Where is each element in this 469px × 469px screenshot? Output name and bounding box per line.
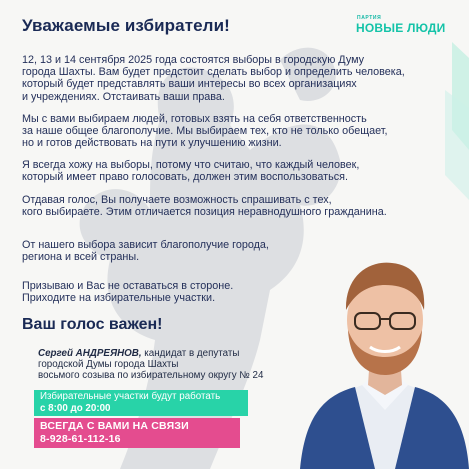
polling-hours-banner	[34, 390, 248, 416]
slogan-heading: Ваш голос важен!	[22, 316, 163, 333]
candidate-info	[38, 348, 308, 381]
paragraph-always-vote: Я всегда хожу на выборы, потому что считаю, что каждый человек, который имеет право голосовать, должен этим воспользоваться.	[22, 159, 360, 184]
party-name: НОВЫЕ ЛЮДИ	[356, 21, 446, 35]
candidate-name: Сергей АНДРЕЯНОВ,	[38, 348, 142, 359]
party-logo	[356, 15, 456, 41]
contact-phone[interactable]: 8-928-61-112-16	[40, 433, 121, 445]
candidate-portrait-icon	[300, 235, 469, 469]
candidate-role-rest: городской Думы города Шахты восьмого созыва по избирательному округу № 24	[38, 359, 264, 381]
contact-heading: ВСЕГДА С ВАМИ НА СВЯЗИ	[40, 420, 189, 432]
polling-hours-text: Избирательные участки будут работать	[40, 391, 221, 402]
contact-banner	[34, 418, 240, 448]
polling-hours-time: с 8:00 до 20:00	[40, 403, 111, 414]
paragraph-giving-vote: Отдавая голос, Вы получаете возможность спрашивать с тех, кого выбираете. Этим отличается позиция неравнодушного гражданина.	[22, 194, 387, 219]
paragraph-city-wellbeing: От нашего выбора зависит благополучие города, региона и всей страны.	[22, 239, 269, 264]
paragraph-responsibility: Мы с вами выбираем людей, готовых взять на себя ответственность за наше общее благополучие. Мы выбираем тех, кто не только обещает, но и готов действовать на пути к улучшению жизни.	[22, 113, 388, 150]
page-title: Уважаемые избиратели!	[22, 16, 230, 35]
paragraph-call-to-action: Призываю и Вас не оставаться в стороне. Приходите на избирательные участки.	[22, 280, 234, 305]
paragraph-election-dates: 12, 13 и 14 сентября 2025 года состоятся выборы в городскую Думу города Шахты. Вам будет предстоит сделать выбор и определить человека, который будет представлять ваши интересы во всех организациях и учреждениях. Отстаивать ваши права.	[22, 54, 405, 103]
party-label-small: ПАРТИЯ	[357, 15, 382, 21]
candidate-role-line1: кандидат в депутаты	[141, 348, 240, 359]
